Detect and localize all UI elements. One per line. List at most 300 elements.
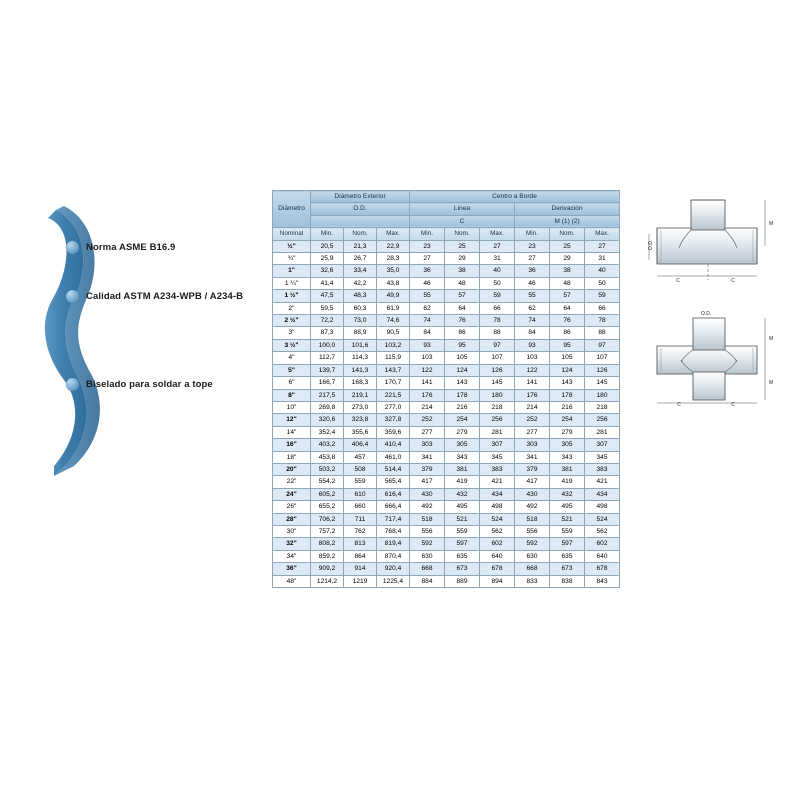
cell-od-min: 808,2 — [311, 538, 344, 550]
cell-c-nom: 635 — [445, 550, 480, 562]
th-m: M (1) (2) — [515, 215, 620, 227]
tee-diagram-box — [645, 190, 775, 290]
th-od-blank — [311, 215, 410, 227]
table-row — [273, 253, 620, 265]
cell-nominal: 2 ½" — [273, 315, 311, 327]
cell-c-min: 27 — [410, 253, 445, 265]
cell-m-max: 31 — [585, 253, 620, 265]
cell-m-min: 93 — [515, 339, 550, 351]
cell-c-max: 602 — [480, 538, 515, 550]
cell-c-min: 630 — [410, 550, 445, 562]
cell-od-min: 87,3 — [311, 327, 344, 339]
cell-m-min: 833 — [515, 575, 550, 587]
cell-m-min: 46 — [515, 277, 550, 289]
cell-c-min: 214 — [410, 401, 445, 413]
cell-od-nom: 273,0 — [344, 401, 377, 413]
cell-od-max: 616,4 — [377, 488, 410, 500]
cell-nominal: 28" — [273, 513, 311, 525]
cell-od-nom: 660 — [344, 501, 377, 513]
cell-m-min: 36 — [515, 265, 550, 277]
cell-c-max: 78 — [480, 315, 515, 327]
cell-m-nom: 597 — [550, 538, 585, 550]
cell-od-min: 503,2 — [311, 463, 344, 475]
table-row — [273, 451, 620, 463]
cell-c-nom: 25 — [445, 240, 480, 252]
cell-m-max: 383 — [585, 463, 620, 475]
cell-c-min: 36 — [410, 265, 445, 277]
cell-m-max: 562 — [585, 525, 620, 537]
cell-c-max: 383 — [480, 463, 515, 475]
cell-od-min: 139,7 — [311, 364, 344, 376]
tee-fitting-icon — [645, 190, 775, 285]
cell-m-nom: 279 — [550, 426, 585, 438]
cell-c-min: 417 — [410, 476, 445, 488]
cell-m-nom: 838 — [550, 575, 585, 587]
cell-c-min: 518 — [410, 513, 445, 525]
cell-c-nom: 495 — [445, 501, 480, 513]
cell-od-max: 143,7 — [377, 364, 410, 376]
table-row — [273, 488, 620, 500]
cell-m-max: 218 — [585, 401, 620, 413]
cell-c-nom: 48 — [445, 277, 480, 289]
tee-label-c-left: C — [676, 278, 680, 284]
cell-od-min: 47,5 — [311, 290, 344, 302]
cell-od-max: 74,6 — [377, 315, 410, 327]
cell-c-max: 524 — [480, 513, 515, 525]
cell-nominal: 26" — [273, 501, 311, 513]
cell-m-min: 518 — [515, 513, 550, 525]
cell-od-nom: 1219 — [344, 575, 377, 587]
cell-c-min: 341 — [410, 451, 445, 463]
table-body — [273, 240, 620, 587]
table-row — [273, 538, 620, 550]
cell-od-nom: 42,2 — [344, 277, 377, 289]
cell-m-nom: 178 — [550, 389, 585, 401]
cross-label-m-top: M — [769, 336, 774, 342]
cell-od-max: 49,9 — [377, 290, 410, 302]
table-header — [273, 191, 620, 241]
cell-m-nom: 432 — [550, 488, 585, 500]
cell-c-min: 103 — [410, 352, 445, 364]
table-row — [273, 550, 620, 562]
cell-c-max: 421 — [480, 476, 515, 488]
cell-od-nom: 48,3 — [344, 290, 377, 302]
th-m-min: Min. — [515, 228, 550, 240]
cell-m-max: 602 — [585, 538, 620, 550]
cell-c-min: 74 — [410, 315, 445, 327]
cell-c-nom: 105 — [445, 352, 480, 364]
cell-c-min: 668 — [410, 563, 445, 575]
table-row — [273, 352, 620, 364]
cell-nominal: 1" — [273, 265, 311, 277]
cell-c-nom: 597 — [445, 538, 480, 550]
cell-m-max: 126 — [585, 364, 620, 376]
cell-c-nom: 38 — [445, 265, 480, 277]
cell-od-min: 554,2 — [311, 476, 344, 488]
cell-m-max: 307 — [585, 439, 620, 451]
cell-od-nom: 33,4 — [344, 265, 377, 277]
cell-m-min: 379 — [515, 463, 550, 475]
cell-m-max: 97 — [585, 339, 620, 351]
tee-label-m: M — [769, 221, 774, 227]
table-row — [273, 513, 620, 525]
cell-m-min: 556 — [515, 525, 550, 537]
cell-c-min: 430 — [410, 488, 445, 500]
cell-c-max: 59 — [480, 290, 515, 302]
cell-m-min: 23 — [515, 240, 550, 252]
cell-m-min: 62 — [515, 302, 550, 314]
cell-m-max: 78 — [585, 315, 620, 327]
cell-c-max: 218 — [480, 401, 515, 413]
cell-od-nom: 73,0 — [344, 315, 377, 327]
cell-c-nom: 521 — [445, 513, 480, 525]
cell-m-max: 50 — [585, 277, 620, 289]
table-row — [273, 265, 620, 277]
cell-od-min: 352,4 — [311, 426, 344, 438]
tee-label-c-right: C — [731, 278, 735, 284]
cell-c-min: 492 — [410, 501, 445, 513]
cell-c-nom: 29 — [445, 253, 480, 265]
cell-c-min: 176 — [410, 389, 445, 401]
table-row — [273, 426, 620, 438]
cross-label-m-bottom: M — [769, 380, 774, 386]
cell-c-max: 126 — [480, 364, 515, 376]
cell-od-max: 514,4 — [377, 463, 410, 475]
cell-m-nom: 216 — [550, 401, 585, 413]
cell-m-min: 630 — [515, 550, 550, 562]
cell-c-nom: 254 — [445, 414, 480, 426]
cell-od-nom: 21,3 — [344, 240, 377, 252]
cell-c-max: 97 — [480, 339, 515, 351]
cell-nominal: 14" — [273, 426, 311, 438]
cell-m-min: 74 — [515, 315, 550, 327]
table-row — [273, 525, 620, 537]
cell-od-max: 28,3 — [377, 253, 410, 265]
cell-od-max: 461,0 — [377, 451, 410, 463]
table-row — [273, 575, 620, 587]
cell-od-min: 1214,2 — [311, 575, 344, 587]
cell-od-min: 166,7 — [311, 377, 344, 389]
cell-c-min: 277 — [410, 426, 445, 438]
cell-od-min: 655,2 — [311, 501, 344, 513]
cell-nominal: 3 ½" — [273, 339, 311, 351]
cell-od-max: 768,4 — [377, 525, 410, 537]
cell-m-nom: 254 — [550, 414, 585, 426]
bullet-item-1 — [66, 290, 243, 303]
cell-c-nom: 343 — [445, 451, 480, 463]
cell-c-nom: 673 — [445, 563, 480, 575]
bullet-dot-icon — [66, 378, 79, 391]
cell-od-nom: 26,7 — [344, 253, 377, 265]
cell-c-max: 678 — [480, 563, 515, 575]
cell-od-min: 112,7 — [311, 352, 344, 364]
cell-od-nom: 559 — [344, 476, 377, 488]
cell-m-nom: 495 — [550, 501, 585, 513]
cell-od-max: 1225,4 — [377, 575, 410, 587]
cell-od-min: 453,8 — [311, 451, 344, 463]
cell-od-min: 41,4 — [311, 277, 344, 289]
cell-m-nom: 343 — [550, 451, 585, 463]
cell-c-min: 62 — [410, 302, 445, 314]
cell-od-max: 221,5 — [377, 389, 410, 401]
th-c-min: Min. — [410, 228, 445, 240]
cell-m-max: 40 — [585, 265, 620, 277]
cell-m-nom: 48 — [550, 277, 585, 289]
cell-od-min: 59,5 — [311, 302, 344, 314]
bullet-item-label: Biselado para soldar a tope — [86, 379, 213, 390]
cell-od-min: 605,2 — [311, 488, 344, 500]
cell-od-min: 909,2 — [311, 563, 344, 575]
cell-m-max: 180 — [585, 389, 620, 401]
cell-m-nom: 38 — [550, 265, 585, 277]
cell-m-max: 678 — [585, 563, 620, 575]
th-od-min: Min. — [311, 228, 344, 240]
cell-c-nom: 432 — [445, 488, 480, 500]
cell-nominal: 2" — [273, 302, 311, 314]
table-row — [273, 315, 620, 327]
cell-m-nom: 559 — [550, 525, 585, 537]
cell-c-nom: 889 — [445, 575, 480, 587]
cell-c-max: 40 — [480, 265, 515, 277]
cell-m-nom: 521 — [550, 513, 585, 525]
th-derivacion: Derivación — [515, 203, 620, 215]
cell-c-min: 592 — [410, 538, 445, 550]
th-c: C — [410, 215, 515, 227]
cell-nominal: 30" — [273, 525, 311, 537]
table-row — [273, 364, 620, 376]
cell-nominal: 24" — [273, 488, 311, 500]
table-row — [273, 414, 620, 426]
cell-od-nom: 355,6 — [344, 426, 377, 438]
cell-c-min: 122 — [410, 364, 445, 376]
cell-m-min: 303 — [515, 439, 550, 451]
cell-od-min: 72,2 — [311, 315, 344, 327]
cell-c-nom: 143 — [445, 377, 480, 389]
table-row — [273, 290, 620, 302]
cell-od-nom: 914 — [344, 563, 377, 575]
cell-m-nom: 29 — [550, 253, 585, 265]
cell-c-nom: 76 — [445, 315, 480, 327]
cell-od-max: 90,5 — [377, 327, 410, 339]
cell-nominal: 10" — [273, 401, 311, 413]
cell-m-min: 277 — [515, 426, 550, 438]
dimensions-table-wrap — [272, 190, 617, 588]
cell-c-max: 256 — [480, 414, 515, 426]
cell-m-nom: 76 — [550, 315, 585, 327]
cell-nominal: 3" — [273, 327, 311, 339]
cross-label-od: O.D. — [701, 311, 712, 317]
table-row — [273, 240, 620, 252]
left-illustration-panel — [30, 180, 275, 510]
cell-c-max: 498 — [480, 501, 515, 513]
th-c-nom: Nom. — [445, 228, 480, 240]
cell-m-min: 668 — [515, 563, 550, 575]
cell-nominal: ½" — [273, 240, 311, 252]
cell-od-max: 43,8 — [377, 277, 410, 289]
cell-c-nom: 124 — [445, 364, 480, 376]
cell-od-max: 666,4 — [377, 501, 410, 513]
th-diametro-exterior: Diámetro Exterior — [311, 191, 410, 203]
cell-c-max: 50 — [480, 277, 515, 289]
cell-c-max: 894 — [480, 575, 515, 587]
cell-od-nom: 60,3 — [344, 302, 377, 314]
cell-c-min: 141 — [410, 377, 445, 389]
cell-od-max: 410,4 — [377, 439, 410, 451]
table-row — [273, 401, 620, 413]
cell-m-max: 145 — [585, 377, 620, 389]
cell-c-max: 88 — [480, 327, 515, 339]
cell-c-min: 93 — [410, 339, 445, 351]
table-row — [273, 277, 620, 289]
cell-od-nom: 141,3 — [344, 364, 377, 376]
cell-m-nom: 673 — [550, 563, 585, 575]
cell-c-max: 31 — [480, 253, 515, 265]
cell-c-min: 884 — [410, 575, 445, 587]
cell-nominal: 36" — [273, 563, 311, 575]
cell-c-min: 55 — [410, 290, 445, 302]
cell-c-min: 303 — [410, 439, 445, 451]
cell-m-min: 430 — [515, 488, 550, 500]
cell-od-nom: 406,4 — [344, 439, 377, 451]
table-row — [273, 389, 620, 401]
cell-m-nom: 635 — [550, 550, 585, 562]
tee-label-od: O.D. — [648, 239, 654, 250]
cell-m-nom: 25 — [550, 240, 585, 252]
cell-m-nom: 124 — [550, 364, 585, 376]
cell-c-max: 562 — [480, 525, 515, 537]
cell-c-nom: 86 — [445, 327, 480, 339]
cell-c-max: 345 — [480, 451, 515, 463]
cell-c-min: 556 — [410, 525, 445, 537]
cell-c-max: 307 — [480, 439, 515, 451]
cell-nominal: 8" — [273, 389, 311, 401]
cell-m-max: 524 — [585, 513, 620, 525]
cell-od-max: 717,4 — [377, 513, 410, 525]
cell-od-nom: 168,3 — [344, 377, 377, 389]
cross-label-c-right: C — [731, 402, 735, 407]
table-row — [273, 476, 620, 488]
th-c-max: Max. — [480, 228, 515, 240]
cell-m-max: 281 — [585, 426, 620, 438]
bullet-item-0 — [66, 241, 175, 254]
cell-od-nom: 101,6 — [344, 339, 377, 351]
cell-nominal: 16" — [273, 439, 311, 451]
cell-od-min: 32,6 — [311, 265, 344, 277]
cell-c-nom: 216 — [445, 401, 480, 413]
th-od-nom: Nom. — [344, 228, 377, 240]
cell-od-min: 859,2 — [311, 550, 344, 562]
bullet-dot-icon — [66, 290, 79, 303]
table-row — [273, 439, 620, 451]
cell-c-min: 23 — [410, 240, 445, 252]
cell-nominal: 6" — [273, 377, 311, 389]
cell-od-min: 269,8 — [311, 401, 344, 413]
th-linea: Linea — [410, 203, 515, 215]
blue-ribbon-graphic — [30, 180, 120, 510]
cell-c-max: 107 — [480, 352, 515, 364]
cell-od-min: 20,5 — [311, 240, 344, 252]
cell-nominal: 12" — [273, 414, 311, 426]
cell-c-max: 27 — [480, 240, 515, 252]
cell-od-max: 870,4 — [377, 550, 410, 562]
cell-m-max: 345 — [585, 451, 620, 463]
cell-od-max: 61,9 — [377, 302, 410, 314]
cell-od-nom: 864 — [344, 550, 377, 562]
cell-m-nom: 86 — [550, 327, 585, 339]
cell-c-nom: 381 — [445, 463, 480, 475]
cell-c-nom: 64 — [445, 302, 480, 314]
cell-m-nom: 105 — [550, 352, 585, 364]
cell-c-nom: 178 — [445, 389, 480, 401]
cross-label-c-left: C — [677, 402, 681, 407]
cell-m-nom: 381 — [550, 463, 585, 475]
cell-m-min: 141 — [515, 377, 550, 389]
th-m-nom: Nom. — [550, 228, 585, 240]
cell-od-max: 277,0 — [377, 401, 410, 413]
cell-m-nom: 419 — [550, 476, 585, 488]
cell-c-nom: 559 — [445, 525, 480, 537]
cell-c-max: 66 — [480, 302, 515, 314]
cell-c-max: 281 — [480, 426, 515, 438]
th-diametro: Diámetro — [273, 191, 311, 228]
cell-od-nom: 508 — [344, 463, 377, 475]
cell-m-min: 27 — [515, 253, 550, 265]
cell-od-min: 25,9 — [311, 253, 344, 265]
cell-m-min: 592 — [515, 538, 550, 550]
th-od-max: Max. — [377, 228, 410, 240]
cell-c-min: 379 — [410, 463, 445, 475]
cell-c-nom: 57 — [445, 290, 480, 302]
bullet-item-2 — [66, 378, 213, 391]
bullet-item-label: Calidad ASTM A234-WPB / A234-B — [86, 291, 244, 302]
cell-od-nom: 457 — [344, 451, 377, 463]
cell-m-max: 434 — [585, 488, 620, 500]
cell-m-max: 66 — [585, 302, 620, 314]
cell-c-max: 640 — [480, 550, 515, 562]
cell-nominal: 32" — [273, 538, 311, 550]
th-od: O.D. — [311, 203, 410, 215]
cell-m-max: 107 — [585, 352, 620, 364]
cell-m-max: 27 — [585, 240, 620, 252]
cell-od-min: 100,0 — [311, 339, 344, 351]
cell-nominal: 1 ¼" — [273, 277, 311, 289]
cell-m-max: 59 — [585, 290, 620, 302]
cell-c-min: 46 — [410, 277, 445, 289]
th-centro-a-borde: Centro a Borde — [410, 191, 620, 203]
cell-m-min: 492 — [515, 501, 550, 513]
cell-od-max: 35,0 — [377, 265, 410, 277]
bullet-dot-icon — [66, 241, 79, 254]
cell-nominal: 5" — [273, 364, 311, 376]
cell-od-min: 757,2 — [311, 525, 344, 537]
cell-m-max: 640 — [585, 550, 620, 562]
th-nominal: Nominal — [273, 228, 311, 240]
cell-m-max: 843 — [585, 575, 620, 587]
bullet-item-label: Norma ASME B16.9 — [86, 242, 176, 253]
cell-od-max: 170,7 — [377, 377, 410, 389]
cell-nominal: ¾" — [273, 253, 311, 265]
table-row — [273, 463, 620, 475]
cell-c-max: 434 — [480, 488, 515, 500]
cell-od-min: 403,2 — [311, 439, 344, 451]
cell-m-min: 417 — [515, 476, 550, 488]
cell-m-nom: 143 — [550, 377, 585, 389]
cell-od-nom: 813 — [344, 538, 377, 550]
cell-od-max: 22,9 — [377, 240, 410, 252]
cell-od-nom: 711 — [344, 513, 377, 525]
cell-od-min: 217,5 — [311, 389, 344, 401]
cell-nominal: 48" — [273, 575, 311, 587]
